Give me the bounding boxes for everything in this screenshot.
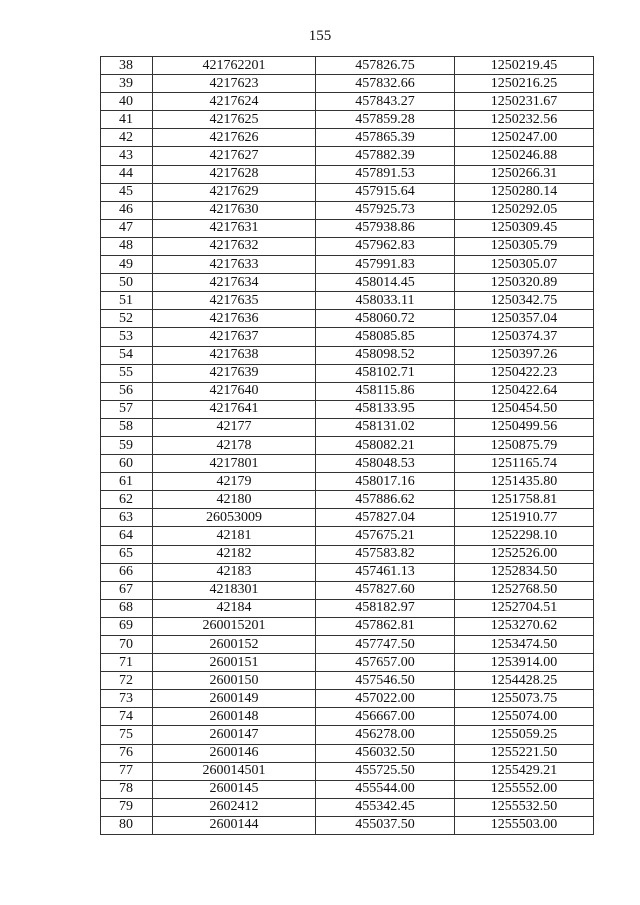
y-coordinate-cell: 1250219.45: [455, 57, 594, 75]
y-coordinate-cell: 1252768.50: [455, 581, 594, 599]
point-id-cell: 4217634: [153, 274, 316, 292]
point-id-cell: 2600150: [153, 672, 316, 690]
y-coordinate-cell: 1250454.50: [455, 400, 594, 418]
row-number-cell: 74: [101, 708, 153, 726]
y-coordinate-cell: 1250305.07: [455, 256, 594, 274]
table-row: [101, 726, 594, 744]
row-number-cell: 41: [101, 111, 153, 129]
y-coordinate-cell: 1250357.04: [455, 310, 594, 328]
point-id-cell: 4217633: [153, 256, 316, 274]
row-number-cell: 53: [101, 328, 153, 346]
y-coordinate-cell: 1250216.25: [455, 75, 594, 93]
row-number-cell: 39: [101, 75, 153, 93]
point-id-cell: 4217801: [153, 455, 316, 473]
point-id-cell: 4217631: [153, 219, 316, 237]
point-id-cell: 26053009: [153, 509, 316, 527]
point-id-cell: 4217626: [153, 129, 316, 147]
row-number-cell: 69: [101, 617, 153, 635]
point-id-cell: 2600147: [153, 726, 316, 744]
x-coordinate-cell: 458085.85: [316, 328, 455, 346]
y-coordinate-cell: 1252704.51: [455, 599, 594, 617]
row-number-cell: 73: [101, 690, 153, 708]
y-coordinate-cell: 1255429.21: [455, 762, 594, 780]
x-coordinate-cell: 457882.39: [316, 147, 455, 165]
point-id-cell: 2602412: [153, 798, 316, 816]
table-row: [101, 165, 594, 183]
point-id-cell: 2600152: [153, 636, 316, 654]
row-number-cell: 61: [101, 473, 153, 491]
table-row: [101, 400, 594, 418]
table-row: [101, 93, 594, 111]
y-coordinate-cell: 1250309.45: [455, 219, 594, 237]
y-coordinate-cell: 1250875.79: [455, 436, 594, 454]
x-coordinate-cell: 458131.02: [316, 418, 455, 436]
x-coordinate-cell: 458102.71: [316, 364, 455, 382]
row-number-cell: 50: [101, 274, 153, 292]
table-row: [101, 527, 594, 545]
table-row: [101, 581, 594, 599]
point-id-cell: 4217635: [153, 292, 316, 310]
table-row: [101, 201, 594, 219]
row-number-cell: 60: [101, 455, 153, 473]
point-id-cell: 4217636: [153, 310, 316, 328]
row-number-cell: 70: [101, 636, 153, 654]
table-row: [101, 509, 594, 527]
table-row: [101, 617, 594, 635]
y-coordinate-cell: 1255073.75: [455, 690, 594, 708]
table-row: [101, 346, 594, 364]
table-row: [101, 690, 594, 708]
table-row: [101, 382, 594, 400]
row-number-cell: 66: [101, 563, 153, 581]
x-coordinate-cell: 458048.53: [316, 455, 455, 473]
point-id-cell: 4217630: [153, 201, 316, 219]
y-coordinate-cell: 1255532.50: [455, 798, 594, 816]
row-number-cell: 52: [101, 310, 153, 328]
x-coordinate-cell: 457657.00: [316, 654, 455, 672]
table-row: [101, 599, 594, 617]
point-id-cell: 2600145: [153, 780, 316, 798]
x-coordinate-cell: 457886.62: [316, 491, 455, 509]
row-number-cell: 59: [101, 436, 153, 454]
y-coordinate-cell: 1250231.67: [455, 93, 594, 111]
table-row: [101, 744, 594, 762]
x-coordinate-cell: 457826.75: [316, 57, 455, 75]
y-coordinate-cell: 1250305.79: [455, 237, 594, 255]
table-row: [101, 455, 594, 473]
point-id-cell: 42180: [153, 491, 316, 509]
x-coordinate-cell: 457461.13: [316, 563, 455, 581]
x-coordinate-cell: 458115.86: [316, 382, 455, 400]
point-id-cell: 2600144: [153, 816, 316, 834]
row-number-cell: 48: [101, 237, 153, 255]
point-id-cell: 4217624: [153, 93, 316, 111]
table-row: [101, 654, 594, 672]
table-row: [101, 129, 594, 147]
point-id-cell: 4217638: [153, 346, 316, 364]
y-coordinate-cell: 1250280.14: [455, 183, 594, 201]
table-row: [101, 762, 594, 780]
y-coordinate-cell: 1250422.64: [455, 382, 594, 400]
x-coordinate-cell: 457747.50: [316, 636, 455, 654]
x-coordinate-cell: 455725.50: [316, 762, 455, 780]
point-id-cell: 4217632: [153, 237, 316, 255]
coordinates-table: [100, 56, 594, 835]
x-coordinate-cell: 457925.73: [316, 201, 455, 219]
x-coordinate-cell: 457583.82: [316, 545, 455, 563]
row-number-cell: 75: [101, 726, 153, 744]
point-id-cell: 260014501: [153, 762, 316, 780]
table-row: [101, 418, 594, 436]
table-row: [101, 563, 594, 581]
table-row: [101, 237, 594, 255]
table-row: [101, 147, 594, 165]
x-coordinate-cell: 457891.53: [316, 165, 455, 183]
x-coordinate-cell: 455037.50: [316, 816, 455, 834]
x-coordinate-cell: 457546.50: [316, 672, 455, 690]
y-coordinate-cell: 1250422.23: [455, 364, 594, 382]
y-coordinate-cell: 1253914.00: [455, 654, 594, 672]
table-row: [101, 328, 594, 346]
point-id-cell: 42183: [153, 563, 316, 581]
point-id-cell: 42184: [153, 599, 316, 617]
y-coordinate-cell: 1255221.50: [455, 744, 594, 762]
x-coordinate-cell: 457827.60: [316, 581, 455, 599]
row-number-cell: 67: [101, 581, 153, 599]
y-coordinate-cell: 1253270.62: [455, 617, 594, 635]
y-coordinate-cell: 1250499.56: [455, 418, 594, 436]
point-id-cell: 2600146: [153, 744, 316, 762]
x-coordinate-cell: 456667.00: [316, 708, 455, 726]
y-coordinate-cell: 1251435.80: [455, 473, 594, 491]
table-row: [101, 111, 594, 129]
point-id-cell: 4217628: [153, 165, 316, 183]
point-id-cell: 260015201: [153, 617, 316, 635]
x-coordinate-cell: 457962.83: [316, 237, 455, 255]
point-id-cell: 4217625: [153, 111, 316, 129]
x-coordinate-cell: 457865.39: [316, 129, 455, 147]
y-coordinate-cell: 1252298.10: [455, 527, 594, 545]
table-row: [101, 816, 594, 834]
x-coordinate-cell: 457843.27: [316, 93, 455, 111]
row-number-cell: 42: [101, 129, 153, 147]
x-coordinate-cell: 458017.16: [316, 473, 455, 491]
row-number-cell: 45: [101, 183, 153, 201]
table-row: [101, 798, 594, 816]
row-number-cell: 63: [101, 509, 153, 527]
y-coordinate-cell: 1255503.00: [455, 816, 594, 834]
point-id-cell: 42177: [153, 418, 316, 436]
row-number-cell: 56: [101, 382, 153, 400]
row-number-cell: 38: [101, 57, 153, 75]
x-coordinate-cell: 458014.45: [316, 274, 455, 292]
x-coordinate-cell: 455544.00: [316, 780, 455, 798]
point-id-cell: 4217629: [153, 183, 316, 201]
y-coordinate-cell: 1252526.00: [455, 545, 594, 563]
y-coordinate-cell: 1250266.31: [455, 165, 594, 183]
table-row: [101, 364, 594, 382]
table-row: [101, 57, 594, 75]
y-coordinate-cell: 1251758.81: [455, 491, 594, 509]
point-id-cell: 4218301: [153, 581, 316, 599]
table-row: [101, 436, 594, 454]
x-coordinate-cell: 458033.11: [316, 292, 455, 310]
table-row: [101, 274, 594, 292]
point-id-cell: 4217639: [153, 364, 316, 382]
x-coordinate-cell: 457832.66: [316, 75, 455, 93]
table-row: [101, 310, 594, 328]
row-number-cell: 43: [101, 147, 153, 165]
row-number-cell: 62: [101, 491, 153, 509]
row-number-cell: 71: [101, 654, 153, 672]
row-number-cell: 68: [101, 599, 153, 617]
point-id-cell: 4217640: [153, 382, 316, 400]
x-coordinate-cell: 458098.52: [316, 346, 455, 364]
page-number: 155: [308, 28, 332, 44]
table-row: [101, 545, 594, 563]
row-number-cell: 79: [101, 798, 153, 816]
x-coordinate-cell: 457938.86: [316, 219, 455, 237]
row-number-cell: 44: [101, 165, 153, 183]
y-coordinate-cell: 1250292.05: [455, 201, 594, 219]
row-number-cell: 77: [101, 762, 153, 780]
point-id-cell: 42179: [153, 473, 316, 491]
row-number-cell: 76: [101, 744, 153, 762]
row-number-cell: 65: [101, 545, 153, 563]
table-row: [101, 636, 594, 654]
y-coordinate-cell: 1250246.88: [455, 147, 594, 165]
row-number-cell: 47: [101, 219, 153, 237]
y-coordinate-cell: 1250232.56: [455, 111, 594, 129]
x-coordinate-cell: 457827.04: [316, 509, 455, 527]
point-id-cell: 2600151: [153, 654, 316, 672]
y-coordinate-cell: 1250342.75: [455, 292, 594, 310]
x-coordinate-cell: 458082.21: [316, 436, 455, 454]
row-number-cell: 64: [101, 527, 153, 545]
y-coordinate-cell: 1251910.77: [455, 509, 594, 527]
y-coordinate-cell: 1252834.50: [455, 563, 594, 581]
x-coordinate-cell: 457022.00: [316, 690, 455, 708]
x-coordinate-cell: 456032.50: [316, 744, 455, 762]
y-coordinate-cell: 1255552.00: [455, 780, 594, 798]
point-id-cell: 421762201: [153, 57, 316, 75]
row-number-cell: 40: [101, 93, 153, 111]
point-id-cell: 4217627: [153, 147, 316, 165]
row-number-cell: 57: [101, 400, 153, 418]
x-coordinate-cell: 457862.81: [316, 617, 455, 635]
point-id-cell: 2600148: [153, 708, 316, 726]
table-row: [101, 292, 594, 310]
row-number-cell: 55: [101, 364, 153, 382]
x-coordinate-cell: 456278.00: [316, 726, 455, 744]
row-number-cell: 80: [101, 816, 153, 834]
row-number-cell: 72: [101, 672, 153, 690]
y-coordinate-cell: 1255074.00: [455, 708, 594, 726]
x-coordinate-cell: 457991.83: [316, 256, 455, 274]
x-coordinate-cell: 457859.28: [316, 111, 455, 129]
point-id-cell: 4217623: [153, 75, 316, 93]
table-row: [101, 491, 594, 509]
y-coordinate-cell: 1253474.50: [455, 636, 594, 654]
row-number-cell: 58: [101, 418, 153, 436]
y-coordinate-cell: 1250320.89: [455, 274, 594, 292]
x-coordinate-cell: 457915.64: [316, 183, 455, 201]
row-number-cell: 49: [101, 256, 153, 274]
row-number-cell: 54: [101, 346, 153, 364]
row-number-cell: 51: [101, 292, 153, 310]
point-id-cell: 42178: [153, 436, 316, 454]
table-row: [101, 219, 594, 237]
point-id-cell: 4217637: [153, 328, 316, 346]
x-coordinate-cell: 458133.95: [316, 400, 455, 418]
table-row: [101, 75, 594, 93]
table-row: [101, 473, 594, 491]
table-row: [101, 672, 594, 690]
y-coordinate-cell: 1250247.00: [455, 129, 594, 147]
point-id-cell: 42181: [153, 527, 316, 545]
row-number-cell: 78: [101, 780, 153, 798]
point-id-cell: 4217641: [153, 400, 316, 418]
x-coordinate-cell: 457675.21: [316, 527, 455, 545]
x-coordinate-cell: 458182.97: [316, 599, 455, 617]
y-coordinate-cell: 1255059.25: [455, 726, 594, 744]
table-row: [101, 256, 594, 274]
point-id-cell: 42182: [153, 545, 316, 563]
row-number-cell: 46: [101, 201, 153, 219]
y-coordinate-cell: 1250374.37: [455, 328, 594, 346]
x-coordinate-cell: 455342.45: [316, 798, 455, 816]
y-coordinate-cell: 1254428.25: [455, 672, 594, 690]
y-coordinate-cell: 1251165.74: [455, 455, 594, 473]
y-coordinate-cell: 1250397.26: [455, 346, 594, 364]
x-coordinate-cell: 458060.72: [316, 310, 455, 328]
table-row: [101, 780, 594, 798]
table-row: [101, 183, 594, 201]
point-id-cell: 2600149: [153, 690, 316, 708]
coordinates-table-body: [101, 57, 594, 835]
table-row: [101, 708, 594, 726]
